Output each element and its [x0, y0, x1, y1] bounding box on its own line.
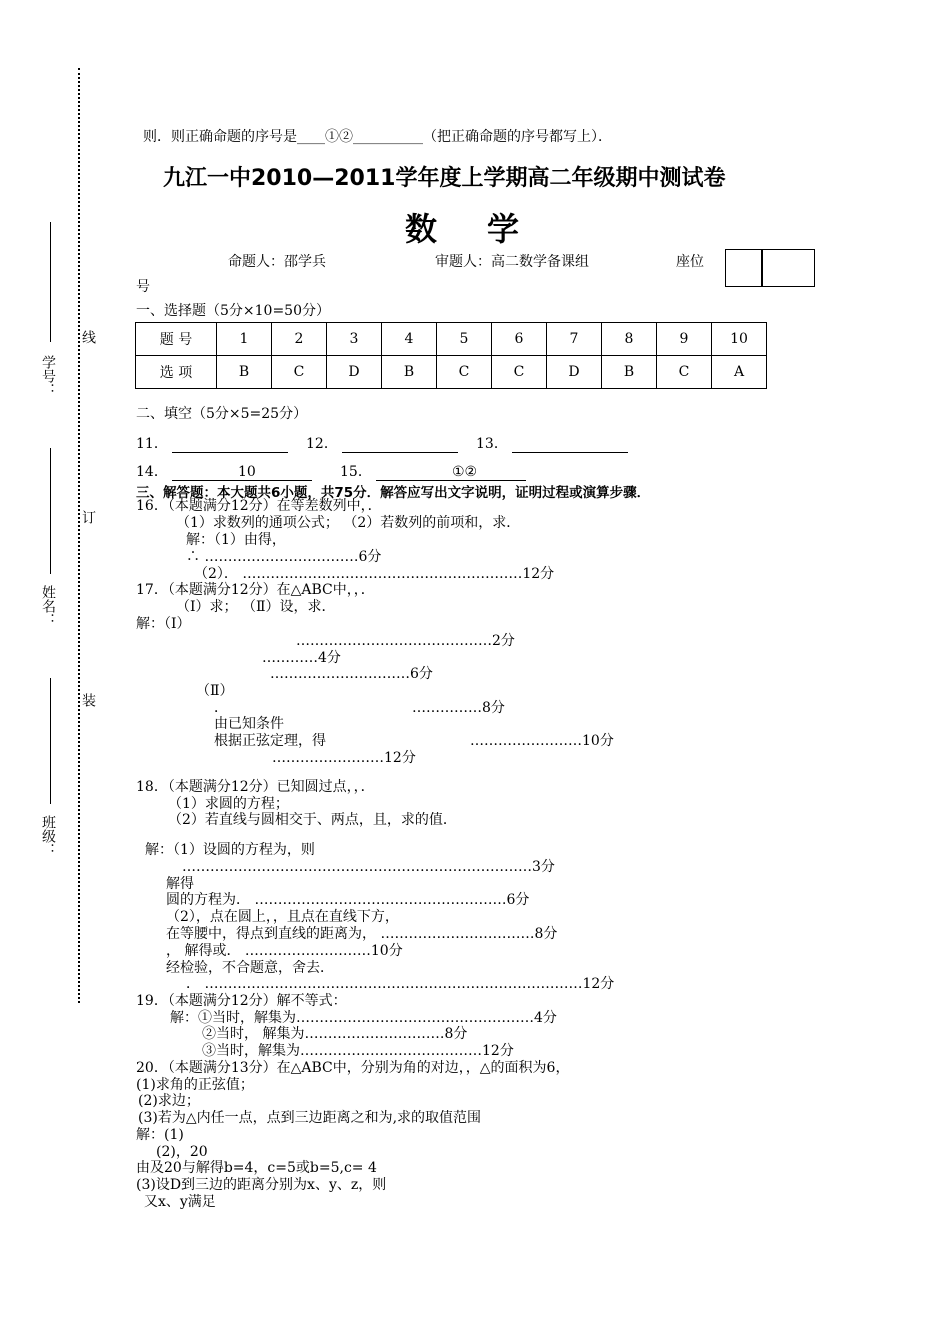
table-cell: 6: [492, 323, 547, 356]
author: 命题人：邵学兵: [228, 254, 326, 270]
q17-sol-9: 根据正弦定理，得: [214, 733, 326, 749]
table-cell: B: [602, 356, 657, 389]
table-cell: 1: [217, 323, 272, 356]
table-cell: B: [382, 356, 437, 389]
q20-sol-3: 由及20与解得b=4，c=5或b=5,c= 4: [136, 1160, 377, 1176]
q19-sol-3: ③当时，解集为…………………………………12分: [202, 1043, 514, 1059]
table-cell: D: [547, 356, 602, 389]
binding-dotted-line: [78, 68, 80, 1003]
table-cell: 3: [327, 323, 382, 356]
q20-sub-3: (3)若为△内任一点，点到三边距离之和为,求的取值范围: [138, 1110, 482, 1126]
q18-sub-2: （2）若直线与圆相交于、两点，且，求的值．: [168, 812, 457, 828]
q20-stem: 20．（本题满分13分）在△ABC中，分别为角的对边，，△的面积为6，: [136, 1060, 570, 1076]
q18-sol-2: …………………………………………………………………3分: [182, 859, 555, 875]
margin-ding: 订: [80, 510, 96, 524]
margin-xuehao-label: 学号：: [40, 355, 56, 397]
q17-sol-3: …………4分: [262, 650, 341, 666]
table-cell: D: [327, 356, 382, 389]
margin-xingming-label: 姓名：: [40, 585, 56, 627]
xingming-line: [50, 448, 51, 574]
q17-sol-10: ……………………10分: [470, 733, 614, 749]
q17-sol-1: 解：（Ⅰ）: [136, 616, 191, 632]
q20-sol-2: (2)，20: [156, 1144, 208, 1160]
q12-label: 12．: [306, 436, 338, 452]
answer-table: [135, 322, 767, 389]
q14-label: 14．: [136, 464, 168, 480]
table-cell: 8: [602, 323, 657, 356]
table-cell: B: [217, 356, 272, 389]
row1-label: 题 号: [136, 323, 217, 356]
section2-heading: 二、填空（5分×5=25分）: [136, 406, 308, 422]
q12-blank[interactable]: [342, 438, 458, 453]
q16-sub: （1）求数列的通项公式； （2）若数列的前项和，求．: [176, 515, 521, 531]
q19-stem: 19．（本题满分12分）解不等式：: [136, 993, 347, 1009]
q18-sol-1: 解：（1）设圆的方程为，则: [145, 842, 315, 858]
table-row: [136, 323, 767, 356]
q20-sub-2: (2)求边；: [138, 1093, 200, 1109]
q17-sol-2: ……………………………………2分: [296, 633, 515, 649]
q15-label: 15．: [340, 464, 372, 480]
q17-sol-4: …………………………6分: [270, 666, 433, 682]
q16-sol-3: （2）． ……………………………………………………12分: [194, 566, 555, 582]
table-cell: C: [437, 356, 492, 389]
margin-xian: 线: [80, 330, 96, 344]
q11-label: 11．: [136, 436, 168, 452]
q16-sol-2: ∴ ……………………………6分: [186, 549, 382, 565]
q18-sol-6: 在等腰中，得点到直线的距离为， ……………………………8分: [166, 926, 558, 942]
q17-sol-11: ……………………12分: [272, 750, 416, 766]
q17-sol-7: ……………8分: [412, 700, 505, 716]
table-row: [136, 356, 767, 389]
table-cell: 4: [382, 323, 437, 356]
table-cell: C: [272, 356, 327, 389]
q13-label: 13．: [476, 436, 508, 452]
table-cell: 2: [272, 323, 327, 356]
q20-sol-1: 解：(1): [136, 1127, 184, 1143]
q11-blank[interactable]: [172, 438, 288, 453]
q17-stem: 17．（本题满分12分）在△ABC中，，．: [136, 582, 375, 598]
table-cell: 10: [712, 323, 767, 356]
q13-blank[interactable]: [512, 438, 628, 453]
table-cell: C: [492, 356, 547, 389]
reviewer: 审题人：高二数学备课组: [435, 254, 589, 270]
top-line: 则．则正确命题的序号是____①②__________（把正确命题的序号都写上）．: [143, 129, 612, 145]
q18-sol-9: ． ………………………………………………………………………12分: [186, 976, 615, 992]
seat-box-2[interactable]: [761, 249, 815, 287]
q18-sol-8: 经检验，不合题意，舍去．: [166, 960, 334, 976]
q16-sol-1: 解：（1）由得，: [186, 532, 286, 548]
seat-label-2: 号: [136, 279, 150, 295]
subject-title: 数学: [405, 210, 570, 248]
q17-sol-6: ．: [214, 700, 228, 716]
q20-sol-4: (3)设D到三边的距离分别为x、y、z，则: [136, 1177, 387, 1193]
exam-title: 九江一中2010—2011学年度上学期高二年级期中测试卷: [163, 166, 726, 191]
q19-sol-1: 解：①当时，解集为……………………………………………4分: [170, 1010, 557, 1026]
q14-answer: 10: [238, 464, 256, 480]
q16-stem: 16．（本题满分12分）在等差数列中，．: [136, 498, 382, 514]
row2-label: 选 项: [136, 356, 217, 389]
table-cell: C: [657, 356, 712, 389]
xuehao-line: [50, 222, 51, 342]
q18-sol-5: （2），点在圆上，，且点在直线下方，: [166, 909, 399, 925]
q18-sol-4: 圆的方程为． ………………………………………………6分: [166, 892, 530, 908]
margin-banji-label: 班级：: [40, 815, 56, 857]
table-cell: 7: [547, 323, 602, 356]
q18-sol-3: 解得: [166, 876, 194, 892]
table-cell: 9: [657, 323, 712, 356]
q18-sub-1: （1）求圆的方程；: [168, 796, 289, 812]
section3-heading: 三、解答题：本大题共6小题，共75分．解答应写出文字说明，证明过程或演算步骤．: [136, 485, 651, 501]
q17-sol-5: （Ⅱ）: [196, 683, 234, 699]
q15-answer: ①②: [452, 464, 478, 480]
q15-blank[interactable]: [376, 466, 526, 481]
section1-heading: 一、选择题（5分×10=50分）: [136, 303, 330, 319]
margin-zhuang: 装: [80, 693, 96, 707]
q20-sub-1: (1)求角的正弦值；: [136, 1077, 254, 1093]
seat-box-1[interactable]: [725, 249, 763, 287]
banji-line: [50, 678, 51, 804]
q19-sol-2: ②当时， 解集为…………………………8分: [202, 1026, 468, 1042]
q20-sol-5: 又x、y满足: [144, 1194, 216, 1210]
table-cell: A: [712, 356, 767, 389]
q18-sol-7: ， 解得或． ………………………10分: [166, 943, 403, 959]
q18-stem: 18．（本题满分12分）已知圆过点，，．: [136, 779, 375, 795]
q17-sub: （Ⅰ）求； （Ⅱ）设，求．: [176, 599, 336, 615]
q17-sol-8: 由已知条件: [214, 716, 284, 732]
table-cell: 5: [437, 323, 492, 356]
seat-label: 座位: [676, 254, 704, 270]
